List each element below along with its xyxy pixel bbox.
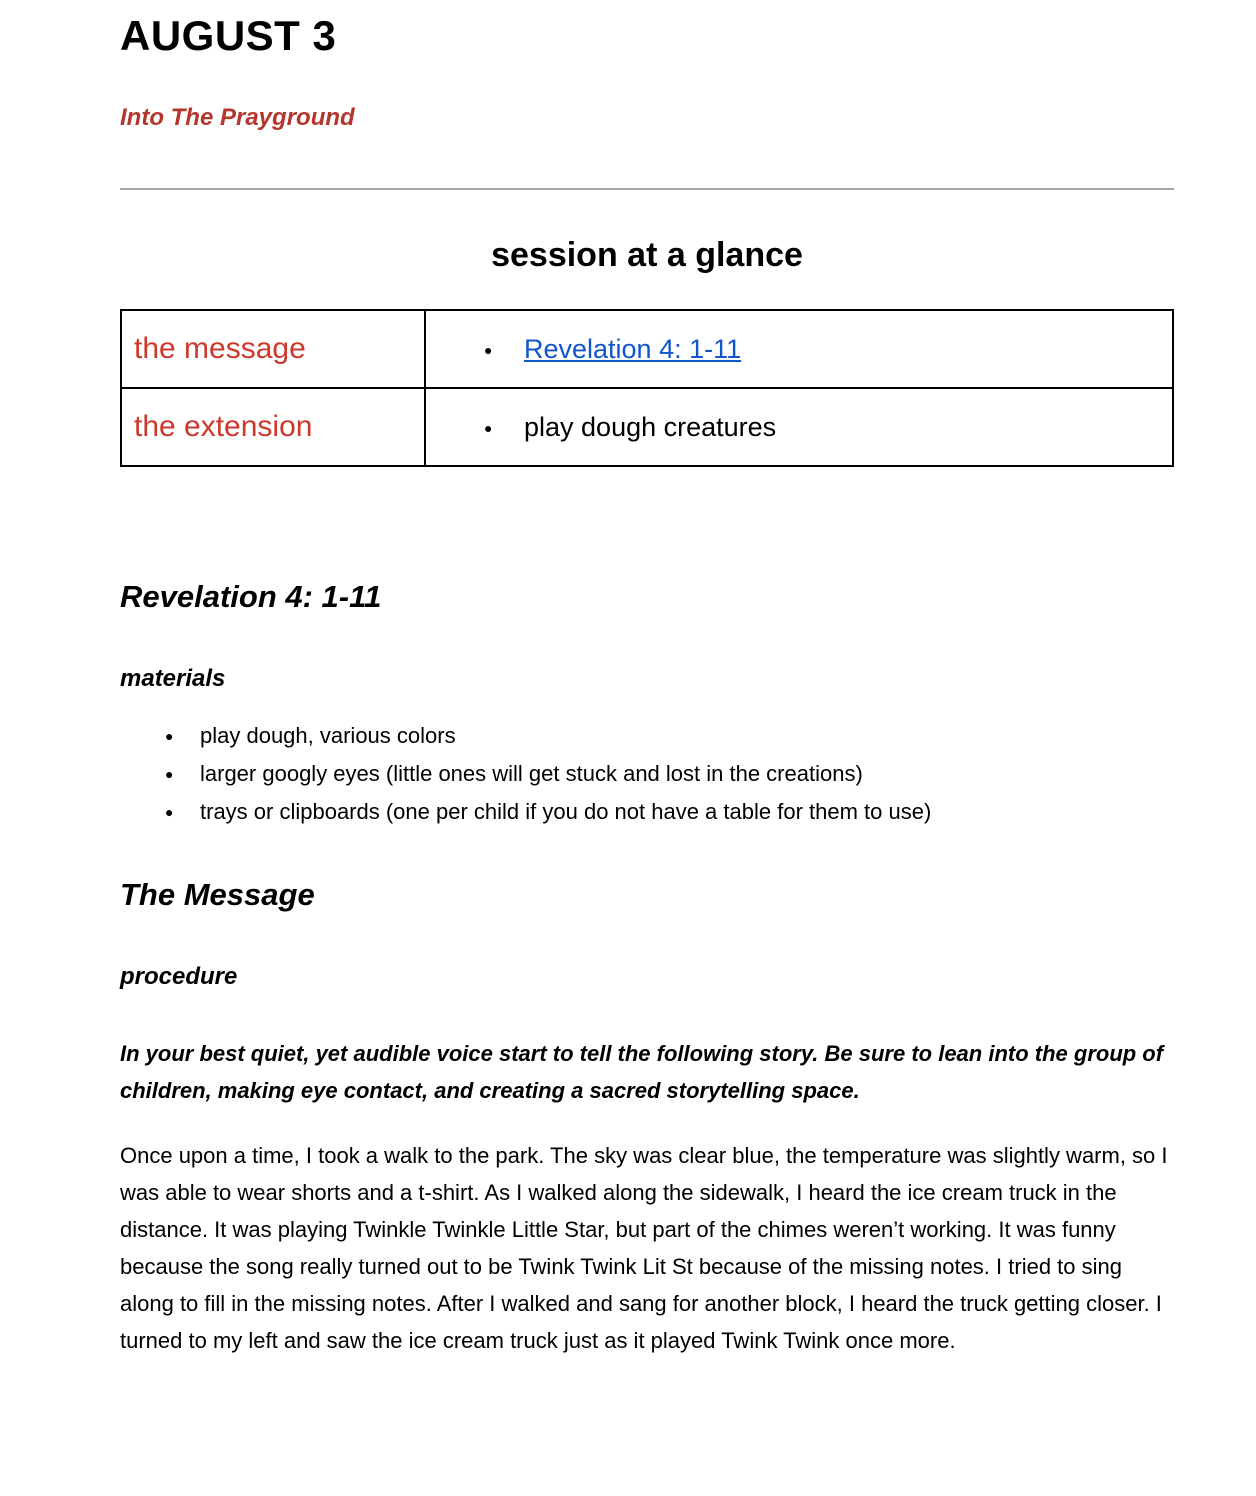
bullet-icon: ● <box>484 419 493 436</box>
row-item-cell <box>425 388 1173 466</box>
bullet-icon: ● <box>484 341 493 358</box>
glance-table <box>120 309 1174 467</box>
procedure-heading: procedure <box>120 963 238 991</box>
list-item <box>120 717 1174 755</box>
row-label: the message <box>134 332 306 366</box>
instruction-paragraph: In your best quiet, yet audible voice start to tell the following story. Be sure to lean into the group of children, making eye contact, and creating a sacred storytelling space. <box>120 1041 1164 1104</box>
list-item <box>120 793 1174 831</box>
row-label-cell <box>121 388 425 466</box>
scripture-link[interactable]: Revelation 4: 1-11 <box>524 333 742 364</box>
table-row-extension <box>121 388 1173 466</box>
story-paragraph: Once upon a time, I took a walk to the park. The sky was clear blue, the temperature was slightly warm, so I was able to wear shorts and a t-shirt. As I walked along the sidewalk, I heard the ice cream truck in the distance. It was playing Twinkle Twinkle Little Star, but part of the chimes weren’t working. It was funny because the song really turned out to be Twink Twink Lit St because of the missing notes. I tried to sing along to fill in the missing notes. After I walked and sang for another block, I heard the truck getting closer. I turned to my left and saw the ice cream truck just as it played Twink Twink once more. <box>120 1143 1168 1354</box>
materials-heading: materials <box>120 665 226 693</box>
page-subtitle: Into The Prayground <box>120 104 355 132</box>
section-divider <box>120 188 1174 190</box>
bullet-icon: ● <box>165 728 174 745</box>
row-label-cell <box>121 310 425 388</box>
materials-list <box>120 717 1174 831</box>
list-item-text: trays or clipboards (one per child if you do not have a table for them to use) <box>200 799 932 825</box>
bullet-icon: ● <box>165 804 174 821</box>
row-item-cell <box>425 310 1173 388</box>
row-item: play dough creatures <box>524 411 777 442</box>
list-item <box>120 755 1174 793</box>
page-title: AUGUST 3 <box>120 12 337 59</box>
bullet-icon: ● <box>165 766 174 783</box>
glance-heading: session at a glance <box>491 236 803 275</box>
message-heading: The Message <box>120 877 315 913</box>
scripture-heading: Revelation 4: 1-11 <box>120 579 382 615</box>
list-item-text: play dough, various colors <box>200 723 456 749</box>
table-row-message <box>121 310 1173 388</box>
row-label: the extension <box>134 410 313 444</box>
list-item-text: larger googly eyes (little ones will get stuck and lost in the creations) <box>200 761 863 787</box>
